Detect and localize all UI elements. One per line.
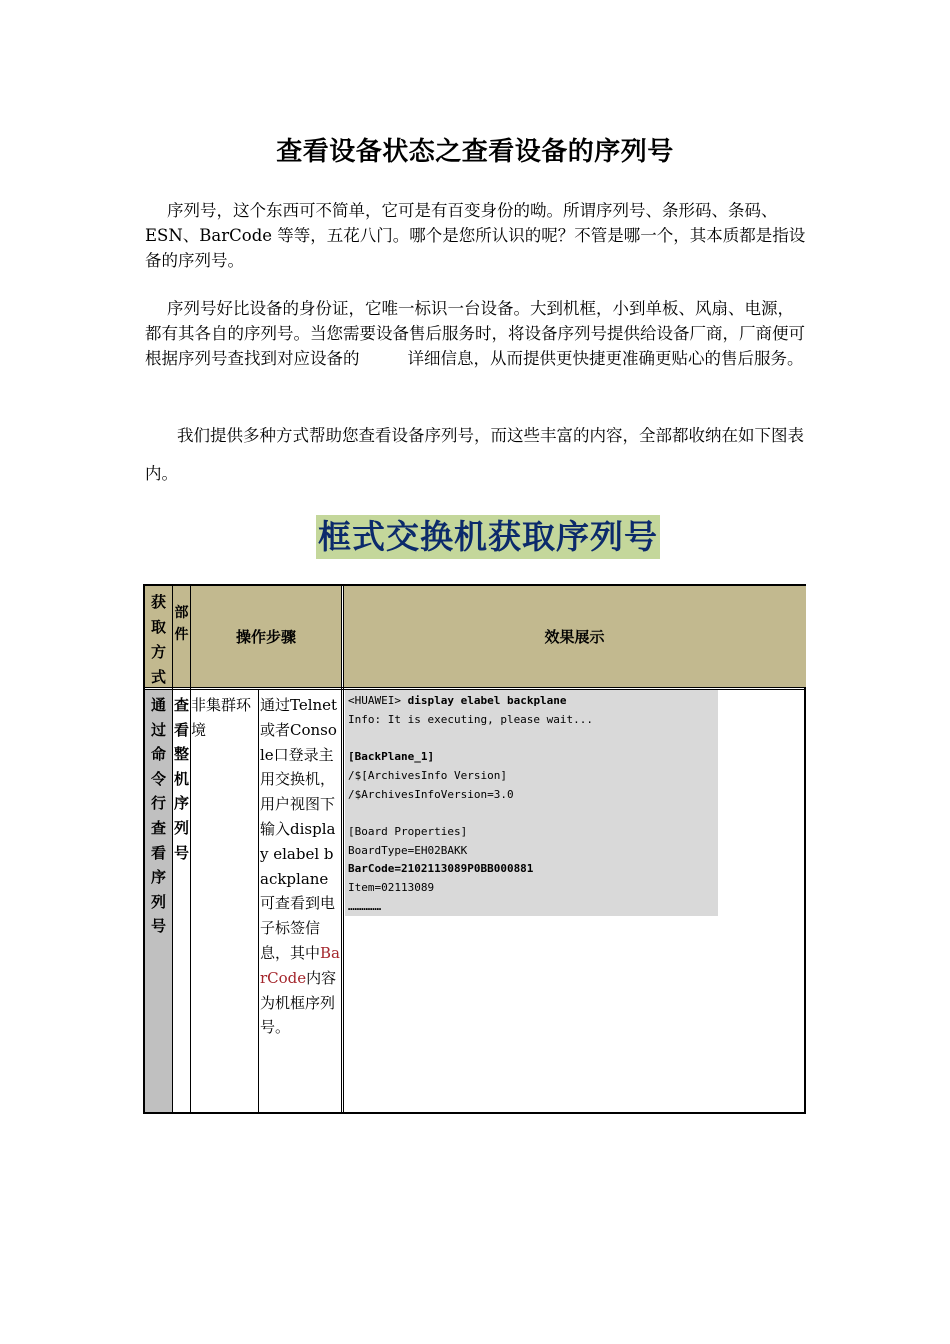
terminal-line: [BackPlane_1] (348, 750, 435, 764)
page-title: 查看设备状态之查看设备的序列号 (276, 137, 674, 167)
methods-paragraph: 我们提供多种方式帮助您查看设备序列号，而这些丰富的内容，全部都收纳在如下图表内。 (145, 426, 804, 483)
terminal-line: /$ArchivesInfoVersion=3.0 (348, 787, 514, 801)
grid-line (343, 586, 344, 1112)
part-cell: 查看整机序列号 (173, 696, 189, 862)
steps-cell (260, 690, 340, 1040)
terminal-line: [Board Properties] (348, 824, 468, 838)
serial-number-paragraph-part2: 详细信息，从而提供更快捷更准确更贴心的售后服务。 (407, 349, 804, 368)
serial-number-paragraph (145, 296, 810, 371)
steps-text-after: 内容为机框序列号。 (260, 968, 337, 1037)
header-result: 效果展示 (343, 586, 806, 687)
intro-paragraph: 序列号，这个东西可不简单，它可是有百变身份的呦。所谓序列号、条形码、条码、ESN、BarCode 等等，五花八门。哪个是您所认识的呢？不管是哪一个，其本质都是指设备的序列号。 (145, 201, 806, 270)
header-steps: 操作步骤 (191, 586, 341, 687)
terminal-prompt: <HUAWEI> (348, 694, 408, 707)
environment-cell: 非集群环境 (191, 696, 252, 739)
terminal-line: BoardType=EH02BAKK (348, 843, 468, 857)
serial-number-table (143, 584, 806, 1114)
header-method: 获取方式 (145, 586, 172, 687)
header-part: 部件 (173, 586, 190, 687)
grid-line (172, 586, 173, 1112)
terminal-line: Item=02113089 (348, 881, 435, 895)
section-title: 框式交换机获取序列号 (316, 515, 660, 559)
terminal-line: Info: It is executing, please wait... (348, 712, 594, 726)
barcode-highlight: BarCode (260, 943, 340, 987)
serial-number-paragraph-part1: 序列号好比设备的身份证，它唯一标识一台设备。大到机框，小到单板、风扇、电源，都有其各自的序列号。当您需要设备售后服务时，将设备序列号提供给设备厂商，厂商便可根据序列号查找到对应设备的 (145, 299, 805, 368)
grid-line (190, 586, 191, 1112)
grid-line (258, 690, 259, 1112)
terminal-output (345, 690, 718, 916)
steps-text-before: 通过Telnet或者Console口登录主用交换机，用户视图下输入display elabel backplane可查看到电子标签信息，其中 (260, 696, 338, 962)
terminal-line: /$[ArchivesInfo Version] (348, 768, 507, 782)
method-cell: 通过命令行查看序列号 (145, 690, 172, 1112)
grid-line (341, 586, 342, 1112)
terminal-command: display elabel backplane (407, 694, 567, 707)
terminal-ellipsis: …………… (348, 899, 382, 913)
terminal-barcode-line: BarCode=2102113089P0BB000881 (348, 862, 534, 876)
